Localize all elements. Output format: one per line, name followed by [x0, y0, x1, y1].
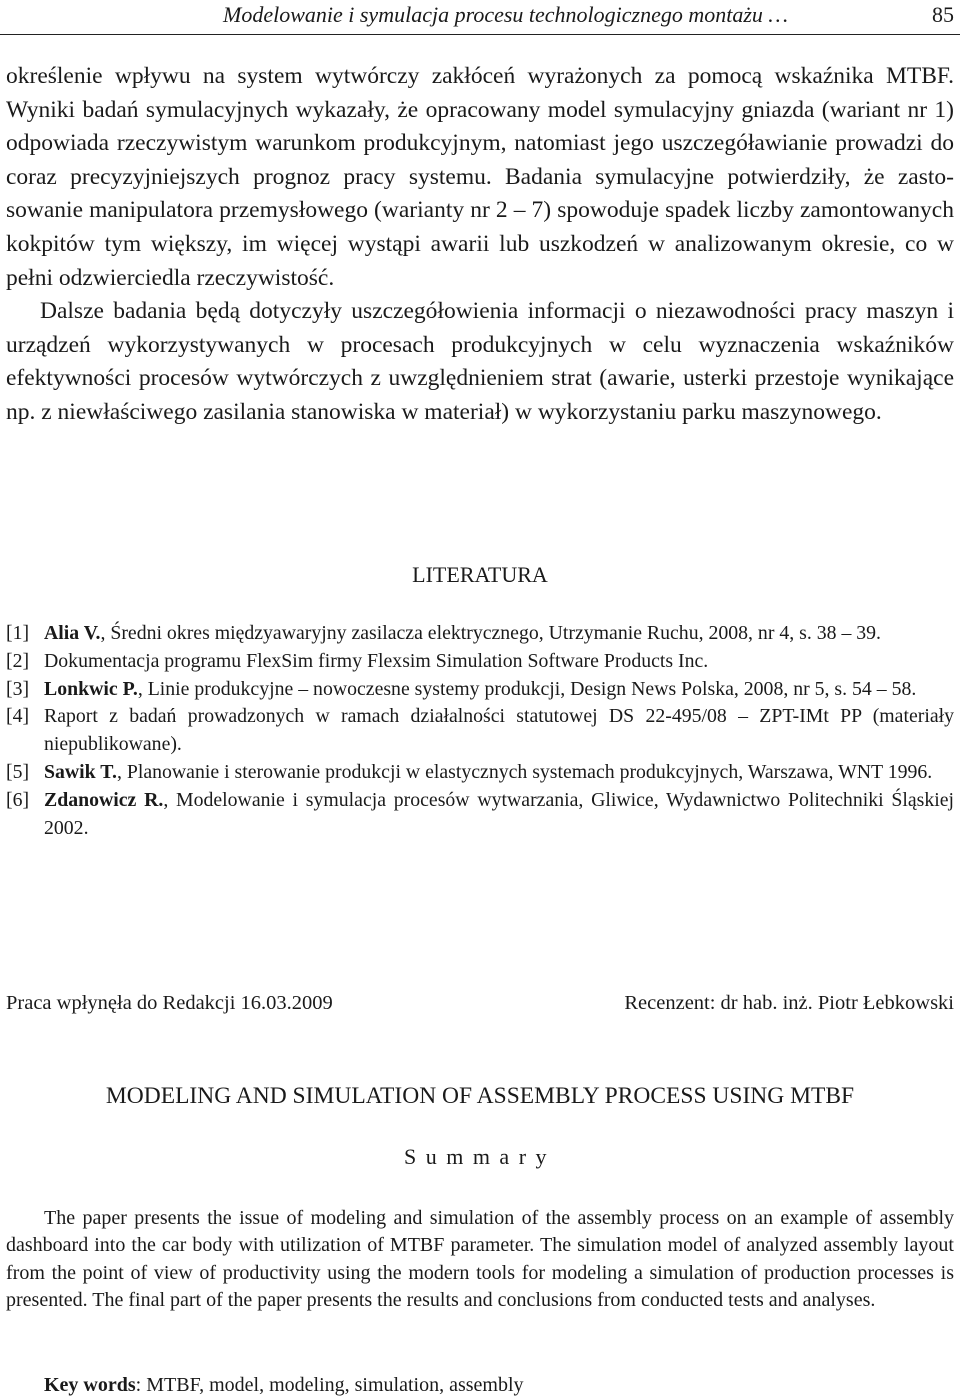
english-title: MODELING AND SIMULATION OF ASSEMBLY PROCESS USING MTBF: [105, 1083, 855, 1109]
reference-item: [6, 759, 954, 787]
reference-number: [1]: [6, 622, 30, 644]
reference-details: , Średni okres międzyawaryjny zasilacza elektrycznego, Utrzymanie Ruchu, 2008, nr 4, s. 38 – 39.: [100, 622, 882, 644]
body-paragraph-2: Dalsze badania będą dotyczyły uszczegółowienia informacji o niezawodności pracy maszyn i urządzeń wykorzystywanych w procesach produkcyjnych w celu wyznaczenia wskaźników efektywności procesów wytwórczych z uwzględnieniem strat (awarie, usterki przestoje wynikające np. z niewłaściwego zasilania stanowiska w materiał) w wykorzystaniu parku maszynowego.: [6, 298, 954, 425]
reference-text: [44, 703, 954, 759]
reference-details: Dokumentacja programu FlexSim firmy Flexsim Simulation Software Products Inc.: [44, 649, 709, 672]
reference-details: , Linie produkcyjne – nowoczesne systemy produkcji, Design News Polska, 2008, nr 5, s. 54 – 58.: [137, 677, 917, 700]
english-abstract: The paper presents the issue of modeling and simulation of the assembly process on an example of assembly dashboard into the car body with utilization of MTBF parameter. The simulation model of analyzed assembly layout from the point of view of productivity using the modern tools for modeling a simulation of production processes is presented. The final part of the paper presents the results and conclusions from conducted tests and analyses.: [6, 1207, 954, 1312]
reference-author: Sawik T.: [44, 760, 117, 783]
page-number: 85: [932, 2, 954, 27]
keywords-list: : MTBF, model, modeling, simulation, assembly: [135, 1374, 524, 1396]
reference-text: [44, 787, 954, 843]
body-text: [6, 60, 954, 430]
reference-text: [44, 676, 954, 704]
reference-number: [6]: [6, 788, 30, 811]
reference-details: , Planowanie i sterowanie produkcji w elastycznych systemach produkcyjnych, Warszawa, WNT 1996.: [116, 760, 933, 783]
reference-author: Lonkwic P.: [44, 677, 138, 700]
reference-number: [5]: [6, 760, 30, 783]
running-header: [0, 0, 960, 35]
reference-item: [6, 703, 954, 759]
running-header-title: Modelowanie i symulacja procesu technologicznego montażu …: [223, 2, 788, 27]
reference-details: , Modelowanie i symulacja procesów wytwarzania, Gliwice, Wydawnictwo Politechniki Śląskiej 2002.: [44, 788, 954, 839]
reference-text: [44, 648, 954, 676]
body-paragraph-1: określenie wpływu na system wytwórczy zakłóceń wyrażonych za pomocą wskaźnika MTBF. Wyniki badań symulacyjnych wykazały, że opracowany model symulacyjny gniazda (wariant nr 1) odpowiada rzeczywistym warunkom produkcyjnym, natomiast jego uszczegóławianie prowadzi do coraz precyzyjniejszych prognoz pracy systemu. Badania symulacyjne potwierdziły, że zastosowanie manipulatora przemysłowego (warianty nr 2 – 7) spowoduje spadek liczby zamontowanych kokpitów tym większy, im więcej wystąpi awarii lub uszkodzeń w analizowanym okresie, co w pełni odzwierciedla rzeczywistość.: [6, 63, 954, 291]
reference-item: [6, 620, 954, 648]
received-date: Praca wpłynęła do Redakcji 16.03.2009: [6, 992, 333, 1014]
reference-item: [6, 648, 954, 676]
reference-details: Raport z badań prowadzonych w ramach działalności statutowej DS 22-495/08 – ZPT-IMt PP (materiały niepublikowane).: [44, 705, 954, 756]
reference-number: [4]: [6, 705, 30, 728]
reference-number: [3]: [6, 677, 30, 700]
reference-item: [6, 787, 954, 843]
reference-list: [6, 620, 954, 842]
keywords: [44, 1372, 524, 1398]
keywords-label: Key words: [44, 1374, 136, 1396]
reference-text: [44, 759, 954, 787]
literature-heading: LITERATURA: [412, 562, 548, 587]
reference-item: [6, 676, 954, 704]
reference-number: [2]: [6, 649, 30, 672]
summary-heading: Summary: [403, 1144, 557, 1169]
reference-author: Alia V.: [44, 622, 101, 644]
reference-author: Zdanowicz R.: [44, 788, 164, 811]
reviewer: Recenzent: dr hab. inż. Piotr Łebkowski: [624, 992, 954, 1014]
reference-text: [44, 620, 954, 648]
